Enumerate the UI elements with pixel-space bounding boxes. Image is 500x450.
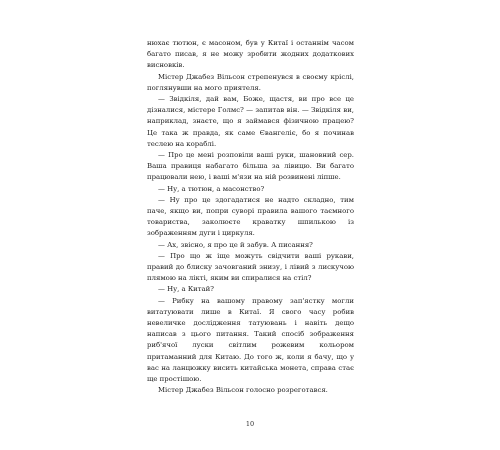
paragraph-6: — Ну про це здогадатися не надто складно, тим паче, якщо ви, попри суворі правила вашого таємного товариства, заколюєте краватку шпилькою із зображенням дуги і циркуля. <box>147 195 354 238</box>
paragraph-7: — Ах, звісно, я про це й забув. А писання? <box>158 240 313 249</box>
paragraph-1: нюхає тютюн, є масоном, був у Китаї і останнім часом багато писав, я не можу зробити жодних додаткових висновків. <box>147 39 354 70</box>
page-number: 10 <box>245 420 255 428</box>
paragraph-10: — Рибку на вашому правому зап'ястку могли витатуювати лише в Китаї. Я свого часу робив невеличке дослідження татуювань і навіть дещо написав з цього питання. Такий спосіб зображення риб'ячої луски світлим рожевим кольором притаманний для Китаю. До того ж, коли я бачу, що у вас на ланцюжку висить китайська монета, справа стає ще простішою. <box>147 296 354 384</box>
paragraph-2: Містер Джабез Вільсон стрепенувся в своєму кріслі, поглянувши на мого приятеля. <box>147 72 354 92</box>
paragraph-5: — Ну, а тютюн, а масонство? <box>158 184 265 193</box>
paragraph-9: — Ну, а Китай? <box>158 285 214 294</box>
paragraph-8: — Про що ж іще можуть свідчити ваші рукави, правий до блиску зачовганий знизу, і лівий з лискучою плямою на лікті, яким ви спиралися на стіл? <box>147 251 354 283</box>
paragraph-11: Містер Джабез Вільсон голосно розреготався. <box>158 386 328 395</box>
paragraph-4: — Про це мені розповіли ваші руки, шановний сер. Ваша правиця набагато більша за лівицю. Ви багато працювали нею, і ваші м'язи на ній розвинені ліпше. <box>147 151 354 182</box>
book-page <box>147 38 354 397</box>
paragraph-3: — Звідкіля, дай вам, Боже, щастя, ви про все це дізналися, містере Голмс? — запитав він. — Звідкіля ви, наприклад, знаєте, що я займався фізичною працею? Це така ж правда, як саме Євангеліє, бо я починав теслею на кораблі. <box>147 95 354 148</box>
